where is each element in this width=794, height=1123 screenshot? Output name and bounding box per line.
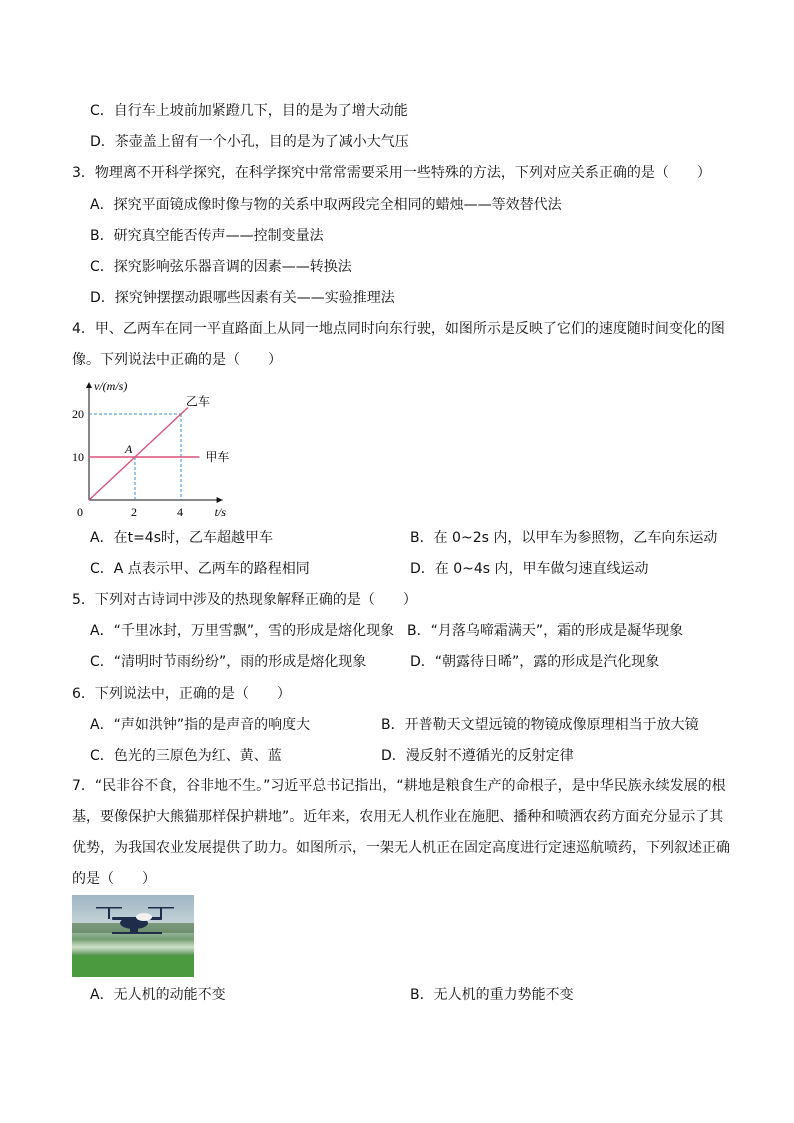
q3-option-d: D．探究钟摆摆动跟哪些因素有关——实验推理法	[90, 290, 395, 306]
y-tick-label: 10	[72, 450, 84, 464]
series-jia-label: 甲车	[205, 450, 230, 464]
point-a-label: A	[125, 442, 133, 456]
y-axis-label: v/(m/s)	[94, 379, 128, 393]
q3-stem: 3．物理离不开科学探究，在科学探究中常常需要采用一些特殊的方法，下列对应关系正确的是（ ）	[72, 165, 711, 181]
q6-option-c: C．色光的三原色为红、黄、蓝	[90, 748, 282, 764]
q4-option-b: B．在 0~2s 内，以甲车为参照物，乙车向东运动	[410, 530, 718, 546]
x-axis-label: t/s	[214, 505, 226, 519]
q3-option-a: A．探究平面镜成像时像与物的关系中取两段完全相同的蜡烛——等效替代法	[90, 197, 562, 213]
q7-option-a: A．无人机的动能不变	[90, 987, 226, 1003]
x-tick-label: 2	[131, 505, 137, 519]
q4-option-d: D．在 0~4s 内，甲车做匀速直线运动	[410, 561, 649, 577]
origin-label: 0	[77, 505, 83, 519]
q3-option-b: B．研究真空能否传声——控制变量法	[90, 228, 324, 244]
q5-option-d: D．“朝露待日晞”，露的形成是汽化现象	[410, 654, 660, 670]
series-yi-label: 乙车	[185, 394, 210, 409]
velocity-time-chart	[72, 378, 252, 520]
q5-option-a: A．“千里冰封，万里雪飘”，雪的形成是熔化现象	[90, 623, 395, 639]
q7-option-b: B．无人机的重力势能不变	[410, 987, 574, 1003]
x-tick-label: 4	[177, 505, 183, 519]
q7-stem: 7．“民非谷不食，谷非地不生。”习近平总书记指出，“耕地是粮食生产的命根子，是中华民族永续发展的根基，要像保护大熊猫那样保护耕地”。近年来，农用无人机作业在施肥、播种和喷洒农药方面充分显示了其优势，为我国农业发展提供了助力。如图所示，一架无人机正在固定高度进行定速巡航喷药，下列叙述正确的是（ ）	[72, 778, 730, 887]
x-axis-arrow	[217, 497, 223, 503]
q4-stem: 4．甲、乙两车在同一平直路面上从同一地点同时向东行驶，如图所示是反映了它们的速度随时间变化的图像。下列说法中正确的是（ ）	[72, 321, 725, 368]
y-tick-label: 20	[72, 407, 84, 421]
q5-stem: 5．下列对古诗词中涉及的热现象解释正确的是（ ）	[72, 592, 417, 608]
q5-option-c: C．“清明时节雨纷纷”，雨的形成是熔化现象	[90, 654, 367, 670]
q2-option-d: D．茶壶盖上留有一个小孔，目的是为了减小大气压	[90, 134, 409, 150]
q3-option-c: C．探究影响弦乐器音调的因素——转换法	[90, 259, 352, 275]
q6-stem: 6．下列说法中，正确的是（ ）	[72, 686, 291, 702]
y-axis-arrow	[86, 382, 92, 388]
q6-option-a: A．“声如洪钟”指的是声音的响度大	[90, 717, 311, 733]
q6-option-d: D．漫反射不遵循光的反射定律	[381, 748, 574, 764]
q2-option-c: C．自行车上坡前加紧蹬几下，目的是为了增大动能	[90, 103, 408, 119]
q5-option-b: B．“月落乌啼霜满天”，霜的形成是凝华现象	[407, 623, 684, 639]
q6-option-b: B．开普勒天文望远镜的物镜成像原理相当于放大镜	[381, 717, 699, 733]
q4-option-a: A．在t=4s时，乙车超越甲车	[90, 530, 273, 546]
q4-option-c: C．A 点表示甲、乙两车的路程相同	[90, 561, 310, 577]
drone-spraying-photo	[72, 895, 194, 977]
series-yi-line	[89, 408, 188, 500]
